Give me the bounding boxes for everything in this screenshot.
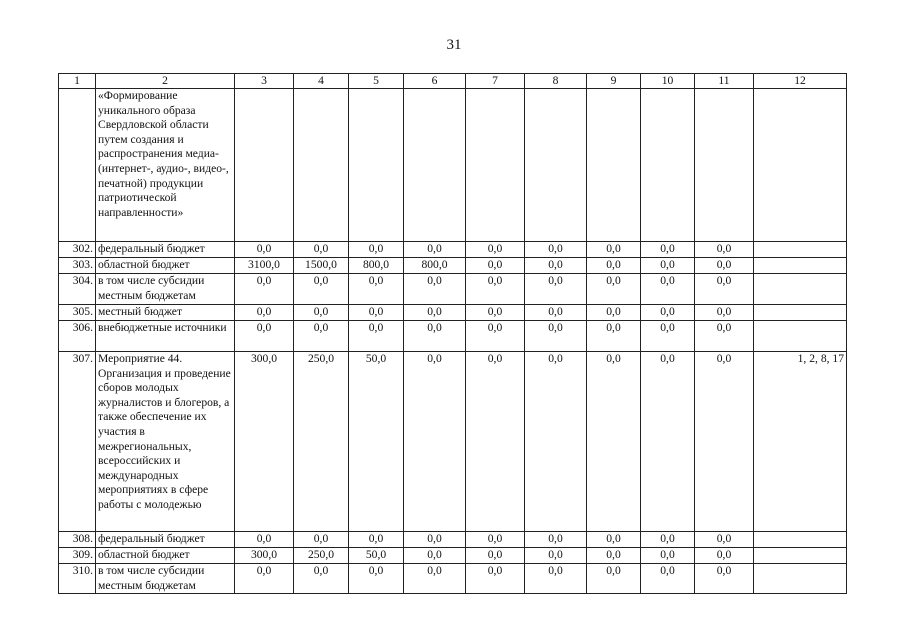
value-cell: 3100,0	[235, 258, 294, 274]
value-cell: 0,0	[466, 305, 525, 321]
header-cell: 2	[96, 74, 235, 89]
value-cell: 0,0	[466, 564, 525, 594]
header-cell: 1	[59, 74, 96, 89]
row-notes	[754, 274, 847, 305]
value-cell: 0,0	[404, 242, 466, 258]
value-cell: 0,0	[695, 564, 754, 594]
continuation-row	[59, 89, 847, 242]
table-row	[59, 352, 847, 532]
value-cell: 0,0	[349, 564, 404, 594]
value-cell: 0,0	[235, 274, 294, 305]
value-cell: 250,0	[294, 548, 349, 564]
value-cell: 0,0	[695, 242, 754, 258]
value-cell: 0,0	[294, 321, 349, 352]
value-cell: 0,0	[466, 274, 525, 305]
row-name: областной бюджет	[96, 548, 235, 564]
value-cell: 0,0	[349, 321, 404, 352]
table-header-row	[59, 74, 847, 89]
value-cell: 0,0	[587, 564, 641, 594]
row-name: областной бюджет	[96, 258, 235, 274]
value-cell: 0,0	[641, 352, 695, 532]
value-cell: 0,0	[404, 352, 466, 532]
row-number: 310.	[59, 564, 96, 594]
value-cell: 0,0	[587, 321, 641, 352]
row-number: 308.	[59, 532, 96, 548]
value-cell: 0,0	[466, 532, 525, 548]
value-cell: 0,0	[235, 305, 294, 321]
row-number: 303.	[59, 258, 96, 274]
value-cell: 0,0	[587, 352, 641, 532]
table-row	[59, 564, 847, 594]
value-cell: 0,0	[641, 564, 695, 594]
row-number: 304.	[59, 274, 96, 305]
value-cell: 0,0	[466, 321, 525, 352]
row-notes	[754, 532, 847, 548]
value-cell: 0,0	[641, 305, 695, 321]
value-cell: 0,0	[525, 321, 587, 352]
row-notes	[754, 548, 847, 564]
value-cell: 0,0	[695, 532, 754, 548]
value-cell: 0,0	[235, 321, 294, 352]
value-cell: 800,0	[404, 258, 466, 274]
value-cell: 0,0	[525, 548, 587, 564]
value-cell: 0,0	[235, 564, 294, 594]
value-cell: 0,0	[695, 321, 754, 352]
header-cell: 4	[294, 74, 349, 89]
header-cell: 10	[641, 74, 695, 89]
row-name: в том числе субсидии местным бюджетам	[96, 274, 235, 305]
value-cell: 0,0	[525, 532, 587, 548]
value-cell: 0,0	[349, 242, 404, 258]
row-name: Мероприятие 44. Организация и проведение сборов молодых журналистов и блогеров, а также обеспечение их участия в межрегиональных, всероссийских и международных мероприятиях в сфере работы с молодежью	[96, 352, 235, 532]
header-cell: 5	[349, 74, 404, 89]
value-cell: 0,0	[587, 242, 641, 258]
value-cell: 0,0	[695, 305, 754, 321]
table-row	[59, 242, 847, 258]
header-cell: 6	[404, 74, 466, 89]
value-cell: 800,0	[349, 258, 404, 274]
value-cell: 0,0	[525, 242, 587, 258]
row-number	[59, 89, 96, 242]
value-cell: 0,0	[235, 532, 294, 548]
value-cell: 0,0	[466, 242, 525, 258]
row-number: 307.	[59, 352, 96, 532]
table-row	[59, 321, 847, 352]
row-number: 306.	[59, 321, 96, 352]
value-cell: 0,0	[349, 532, 404, 548]
table-row	[59, 305, 847, 321]
value-cell: 0,0	[294, 274, 349, 305]
value-cell: 0,0	[641, 548, 695, 564]
row-notes	[754, 564, 847, 594]
header-cell: 9	[587, 74, 641, 89]
header-cell: 11	[695, 74, 754, 89]
value-cell: 1500,0	[294, 258, 349, 274]
row-name: местный бюджет	[96, 305, 235, 321]
value-cell: 0,0	[641, 274, 695, 305]
page-number: 31	[446, 37, 462, 53]
value-cell: 0,0	[235, 242, 294, 258]
row-notes	[754, 258, 847, 274]
table-row	[59, 274, 847, 305]
value-cell: 0,0	[466, 258, 525, 274]
table-row	[59, 548, 847, 564]
value-cell: 0,0	[294, 532, 349, 548]
row-name: внебюджетные источники	[96, 321, 235, 352]
value-cell: 0,0	[587, 305, 641, 321]
value-cell: 0,0	[695, 274, 754, 305]
value-cell: 0,0	[404, 305, 466, 321]
value-cell: 0,0	[349, 274, 404, 305]
value-cell: 0,0	[404, 548, 466, 564]
table-row	[59, 532, 847, 548]
value-cell: 0,0	[587, 274, 641, 305]
value-cell: 0,0	[404, 532, 466, 548]
value-cell: 300,0	[235, 352, 294, 532]
value-cell: 0,0	[466, 548, 525, 564]
value-cell: 0,0	[695, 548, 754, 564]
value-cell: 0,0	[641, 258, 695, 274]
header-cell: 8	[525, 74, 587, 89]
row-number: 302.	[59, 242, 96, 258]
value-cell: 0,0	[404, 274, 466, 305]
value-cell: 0,0	[525, 258, 587, 274]
value-cell: 0,0	[641, 532, 695, 548]
value-cell: 0,0	[294, 305, 349, 321]
row-notes	[754, 321, 847, 352]
header-cell: 7	[466, 74, 525, 89]
row-number: 309.	[59, 548, 96, 564]
value-cell: 250,0	[294, 352, 349, 532]
value-cell: 0,0	[294, 564, 349, 594]
value-cell: 0,0	[525, 274, 587, 305]
value-cell: 50,0	[349, 352, 404, 532]
value-cell: 0,0	[587, 258, 641, 274]
value-cell: 0,0	[587, 548, 641, 564]
table-row	[59, 258, 847, 274]
row-name: в том числе субсидии местным бюджетам	[96, 564, 235, 594]
value-cell: 0,0	[695, 258, 754, 274]
header-cell: 3	[235, 74, 294, 89]
value-cell: 0,0	[525, 564, 587, 594]
value-cell: 0,0	[525, 352, 587, 532]
value-cell: 0,0	[404, 564, 466, 594]
value-cell: 300,0	[235, 548, 294, 564]
row-number: 305.	[59, 305, 96, 321]
value-cell: 0,0	[525, 305, 587, 321]
budget-table	[58, 73, 847, 594]
row-notes: 1, 2, 8, 17	[754, 352, 847, 532]
value-cell: 0,0	[641, 321, 695, 352]
row-name: федеральный бюджет	[96, 242, 235, 258]
continuation-text: «Формирование уникального образа Свердловской области путем создания и распространения медиа- (интернет-, аудио-, видео-, печатной) продукции патриотической направленности»	[96, 89, 235, 242]
value-cell: 0,0	[349, 305, 404, 321]
row-notes	[754, 305, 847, 321]
value-cell: 0,0	[587, 532, 641, 548]
value-cell: 0,0	[466, 352, 525, 532]
value-cell: 0,0	[294, 242, 349, 258]
value-cell: 50,0	[349, 548, 404, 564]
row-name: федеральный бюджет	[96, 532, 235, 548]
row-notes	[754, 242, 847, 258]
value-cell: 0,0	[695, 352, 754, 532]
header-cell: 12	[754, 74, 847, 89]
value-cell: 0,0	[404, 321, 466, 352]
value-cell: 0,0	[641, 242, 695, 258]
